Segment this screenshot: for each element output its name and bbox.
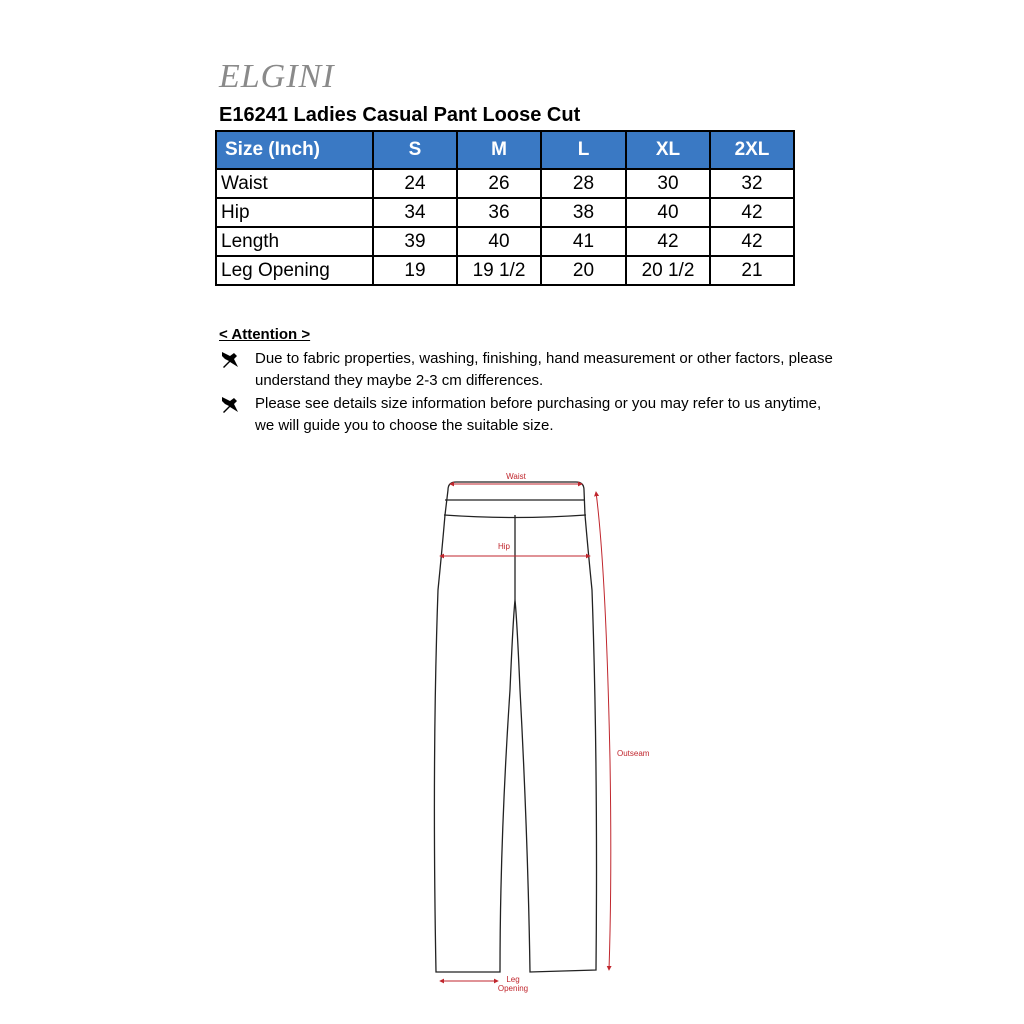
pushpin-icon bbox=[219, 395, 241, 415]
table-row bbox=[216, 227, 794, 256]
attention-heading: < Attention > bbox=[219, 326, 311, 343]
outseam-label: Outseam bbox=[617, 749, 650, 758]
table-cell: 34 bbox=[373, 198, 457, 227]
table-cell: 42 bbox=[710, 227, 794, 256]
row-label: Waist bbox=[216, 169, 373, 198]
outseam-measure-line bbox=[596, 492, 611, 970]
table-cell: 42 bbox=[626, 227, 710, 256]
table-cell: 24 bbox=[373, 169, 457, 198]
attention-note-text: Due to fabric properties, washing, finishing, hand measurement or other factors, please understand they maybe 2-3 cm differences. bbox=[255, 350, 833, 389]
attention-note-text: Please see details size information before purchasing or you may refer to us anytime, we will guide you to choose the suitable size. bbox=[255, 395, 822, 434]
table-row bbox=[216, 169, 794, 198]
attention-note bbox=[219, 348, 839, 392]
table-cell: 19 1/2 bbox=[457, 256, 541, 285]
attention-note bbox=[219, 393, 839, 437]
product-title: E16241 Ladies Casual Pant Loose Cut bbox=[219, 104, 581, 126]
size-table bbox=[215, 130, 795, 286]
brand-logo: ELGINI bbox=[219, 58, 335, 95]
table-header-row bbox=[216, 131, 794, 169]
table-cell: 21 bbox=[710, 256, 794, 285]
table-cell: 20 1/2 bbox=[626, 256, 710, 285]
pushpin-icon bbox=[219, 350, 241, 370]
hip-label: Hip bbox=[497, 542, 511, 551]
table-row bbox=[216, 256, 794, 285]
table-cell: 20 bbox=[541, 256, 626, 285]
table-cell: 40 bbox=[626, 198, 710, 227]
header-size: Size (Inch) bbox=[216, 131, 373, 169]
table-cell: 30 bbox=[626, 169, 710, 198]
row-label: Length bbox=[216, 227, 373, 256]
header-2xl: 2XL bbox=[710, 131, 794, 169]
table-cell: 38 bbox=[541, 198, 626, 227]
header-m: M bbox=[457, 131, 541, 169]
table-cell: 40 bbox=[457, 227, 541, 256]
header-l: L bbox=[541, 131, 626, 169]
table-cell: 26 bbox=[457, 169, 541, 198]
row-label: Leg Opening bbox=[216, 256, 373, 285]
waist-label: Waist bbox=[506, 472, 526, 481]
table-cell: 32 bbox=[710, 169, 794, 198]
table-cell: 41 bbox=[541, 227, 626, 256]
table-cell: 28 bbox=[541, 169, 626, 198]
table-cell: 39 bbox=[373, 227, 457, 256]
row-label: Hip bbox=[216, 198, 373, 227]
header-s: S bbox=[373, 131, 457, 169]
table-cell: 19 bbox=[373, 256, 457, 285]
pants-measurement-diagram bbox=[420, 460, 680, 1000]
header-xl: XL bbox=[626, 131, 710, 169]
table-row bbox=[216, 198, 794, 227]
table-cell: 42 bbox=[710, 198, 794, 227]
leg-opening-label-line1: Leg bbox=[506, 975, 520, 984]
table-cell: 36 bbox=[457, 198, 541, 227]
leg-opening-label-line2: Opening bbox=[497, 984, 529, 993]
